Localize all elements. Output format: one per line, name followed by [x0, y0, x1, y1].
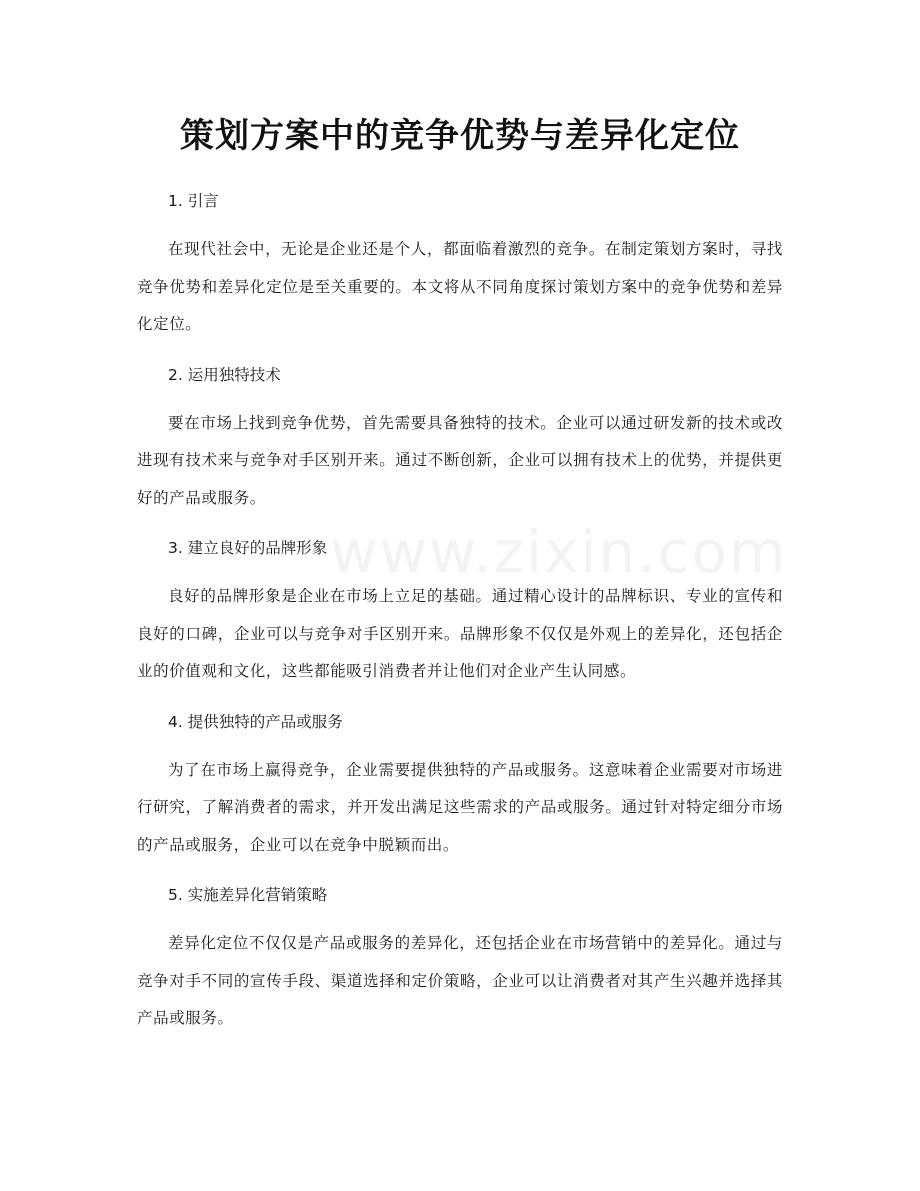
- section-paragraph: 要在市场上找到竞争优势，首先需要具备独特的技术。企业可以通过研发新的技术或改进现有技术来与竞争对手区别开来。通过不断创新，企业可以拥有技术上的优势，并提供更好的产品或服务。: [137, 413, 783, 507]
- section-5: [137, 880, 783, 1038]
- document-title: 策划方案中的竞争优势与差异化定位: [180, 116, 740, 156]
- section-4: [137, 707, 783, 865]
- section-heading: 2. 运用独特技术: [168, 365, 281, 384]
- section-paragraph: 良好的品牌形象是企业在市场上立足的基础。通过精心设计的品牌标识、专业的宣传和良好的口碑，企业可以与竞争对手区别开来。品牌形象不仅仅是外观上的差异化，还包括企业的价值观和文化，这些都能吸引消费者并让他们对企业产生认同感。: [137, 587, 783, 680]
- watermark: www.zixin.com: [330, 518, 788, 586]
- section-2: [137, 360, 783, 518]
- section-paragraph: 差异化定位不仅仅是产品或服务的差异化，还包括企业在市场营销中的差异化。通过与竞争对手不同的宣传手段、渠道选择和定价策略，企业可以让消费者对其产生兴趣并选择其产品或服务。: [137, 934, 783, 1027]
- section-heading: 5. 实施差异化营销策略: [168, 886, 328, 904]
- section-heading: 4. 提供独特的产品或服务: [168, 712, 343, 731]
- section-heading: 3. 建立良好的品牌形象: [168, 539, 328, 557]
- section-paragraph: 在现代社会中，无论是企业还是个人，都面临着激烈的竞争。在制定策划方案时，寻找竞争优势和差异化定位是至关重要的。本文将从不同角度探讨策划方案中的竞争优势和差异化定位。: [137, 240, 783, 333]
- section-paragraph: 为了在市场上赢得竞争，企业需要提供独特的产品或服务。这意味着企业需要对市场进行研究，了解消费者的需求，并开发出满足这些需求的产品或服务。通过针对特定细分市场的产品或服务，企业可以在竞争中脱颖而出。: [137, 760, 783, 854]
- section-heading: 1. 引言: [168, 192, 219, 210]
- section-1: [137, 186, 783, 344]
- section-3: [137, 533, 783, 691]
- document-body: [137, 186, 783, 1054]
